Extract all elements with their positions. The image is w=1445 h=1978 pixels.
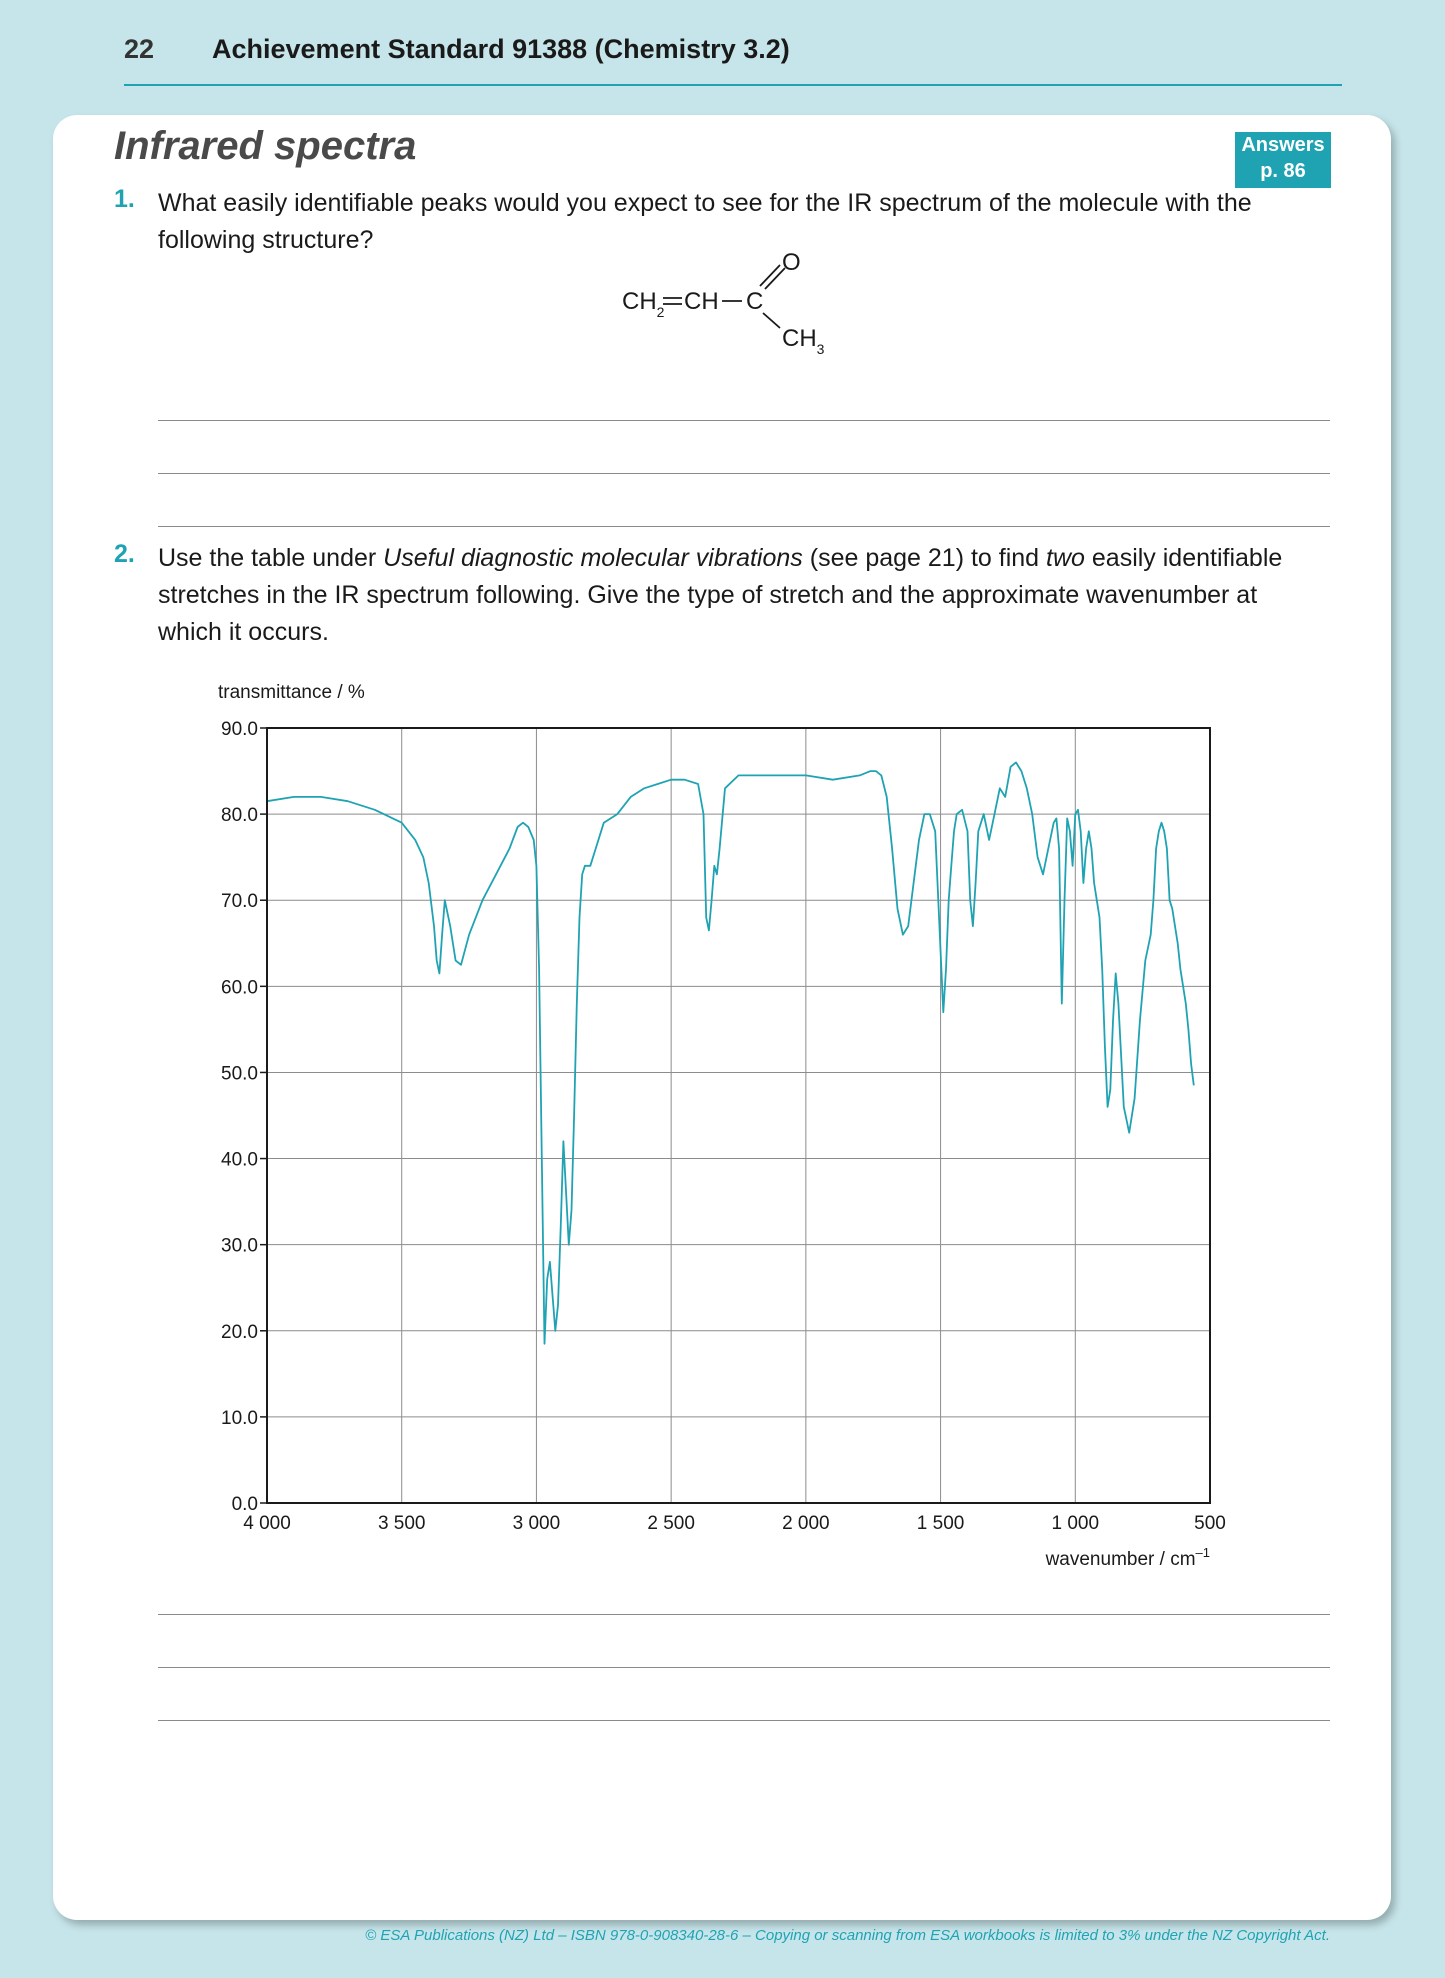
y-tick-label: 80.0	[221, 805, 258, 827]
spectrum-line	[267, 762, 1194, 1343]
molecule-oxygen: O	[782, 249, 801, 276]
answers-badge[interactable]	[1235, 132, 1331, 188]
ir-spectrum-chart	[200, 678, 1260, 1578]
plot-frame	[267, 728, 1210, 1503]
x-tick-label: 2 000	[782, 1513, 830, 1534]
answer-line[interactable]	[158, 526, 1330, 527]
y-tick-label: 90.0	[221, 719, 258, 740]
answer-line[interactable]	[158, 1614, 1330, 1615]
question-1-number: 1.	[114, 185, 135, 213]
molecule-carbonyl-c: C	[746, 288, 764, 315]
page-header	[124, 30, 1342, 86]
answer-line[interactable]	[158, 1667, 1330, 1668]
answer-line[interactable]	[158, 1720, 1330, 1721]
x-tick-label: 3 500	[377, 1513, 426, 1534]
x-tick-label: 4 000	[243, 1513, 291, 1534]
y-tick-label: 60.0	[221, 977, 258, 999]
answer-line[interactable]	[158, 420, 1330, 421]
x-tick-label: 500	[1194, 1513, 1226, 1534]
question-2-text: Use the table under Useful diagnostic molecular vibrations (see page 21) to find two easily identifiable stretches in the IR spectrum following. Give the type of stretch and the approximate wavenumber at which it occurs.	[158, 544, 1283, 646]
x-tick-label: 1 000	[1051, 1513, 1100, 1534]
page-number: 22	[124, 34, 155, 64]
single-bond-c-ch3	[763, 313, 780, 328]
x-tick-label: 3 000	[512, 1513, 561, 1534]
y-tick-label: 0.0	[231, 1494, 258, 1515]
answer-line[interactable]	[158, 473, 1330, 474]
copyright-footer: © ESA Publications (NZ) Ltd – ISBN 978-0-908340-28-6 – Copying or scanning from ESA workbooks is limited to 3% under the NZ Copyright Act.	[365, 1927, 1330, 1944]
molecule-ch2: $CH_2$	[622, 288, 665, 320]
question-2-number: 2.	[114, 540, 135, 568]
x-tick-label: 2 500	[647, 1513, 695, 1534]
y-axis-label: transmittance / %	[218, 682, 365, 703]
answers-badge-label: Answers	[1241, 134, 1325, 156]
answers-badge-page: p. 86	[1260, 160, 1306, 182]
molecule-ch3: $CH_3$	[782, 325, 825, 357]
x-axis-label: wavenumber / $cm^{-1}$	[1045, 1545, 1210, 1570]
y-tick-label: 20.0	[221, 1321, 258, 1343]
molecule-structure	[610, 240, 850, 360]
y-tick-label: 50.0	[221, 1063, 258, 1085]
y-tick-label: 40.0	[221, 1149, 258, 1171]
y-tick-label: 30.0	[221, 1235, 258, 1257]
header-title: Achievement Standard 91388 (Chemistry 3.2)	[212, 34, 790, 64]
x-tick-label: 1 500	[916, 1513, 965, 1534]
molecule-ch: CH	[684, 288, 719, 315]
y-tick-label: 70.0	[221, 891, 258, 913]
y-tick-label: 10.0	[221, 1407, 258, 1429]
section-title: Infrared spectra	[114, 124, 417, 168]
question-1-text: What easily identifiable peaks would you expect to see for the IR spectrum of the molecule with the following structure?	[158, 189, 1252, 254]
